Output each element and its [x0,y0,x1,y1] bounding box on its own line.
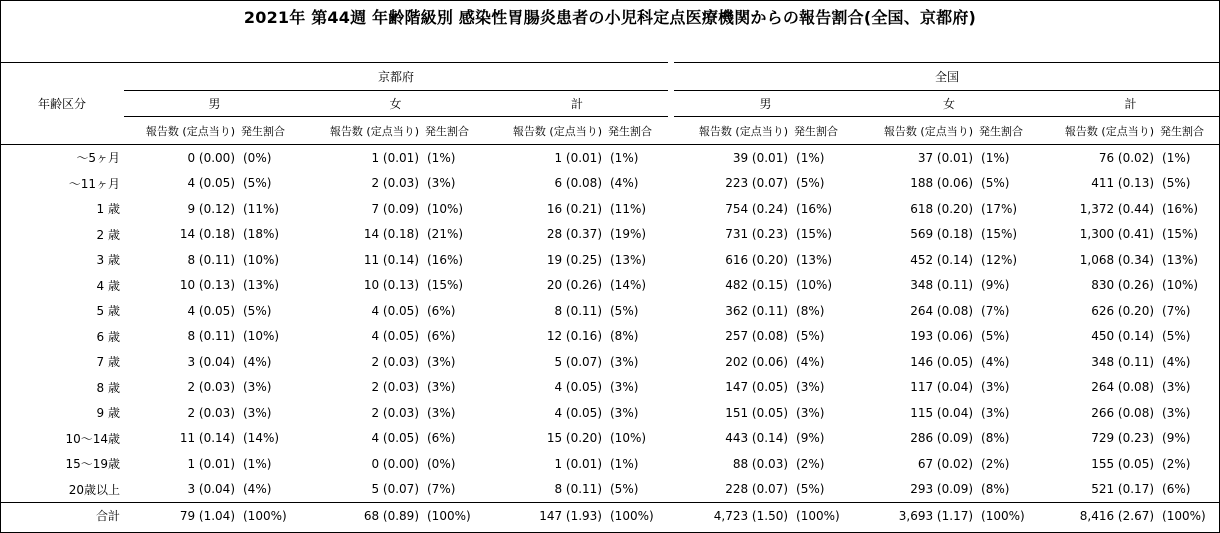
pct-cell: (13%) [796,252,833,267]
pct-cell: (11%) [243,201,280,216]
count-cell: 117 (0.04) [910,380,974,395]
count-cell: 293 (0.09) [910,482,974,497]
count-cell: 37 (0.01) [917,150,974,165]
count-cell: 2 (0.03) [187,405,235,420]
count-cell: 3 (0.04) [187,354,235,369]
count-cell: 8 (0.11) [187,252,235,267]
count-cell: 8,416 (2.67) [1041,503,1158,529]
pct-cell: (13%) [610,252,647,267]
count-cell: 79 (1.04) [124,503,239,529]
count-cell: 193 (0.06) [910,329,974,344]
sex-header-national-female: 女 [943,97,956,111]
pct-cell: (12%) [981,252,1018,267]
region-header-kyoto: 京都府 [124,63,668,91]
pct-cell: (1%) [796,150,825,165]
count-cell: 4 (0.05) [371,303,419,318]
pct-cell: (100%) [423,503,486,529]
pct-cell: (10%) [427,201,464,216]
table-row [0,247,1220,273]
count-cell: 146 (0.05) [910,354,974,369]
count-cell: 286 (0.09) [910,431,974,446]
pct-cell: (3%) [610,405,639,420]
report-table [0,62,1220,528]
count-cell: 4 (0.05) [371,329,419,344]
age-column-header: 年齢区分 [0,63,124,145]
count-header: 報告数 (定点当り) [486,117,606,145]
pct-cell: (5%) [1162,329,1191,344]
pct-header: 発生割合 [1158,117,1220,145]
pct-cell: (14%) [243,431,280,446]
count-cell: 155 (0.05) [1091,456,1155,471]
count-cell: 28 (0.37) [546,227,602,242]
count-cell: 4 (0.05) [371,431,419,446]
pct-cell: (3%) [610,354,639,369]
table-row [0,426,1220,452]
count-cell: 14 (0.18) [179,227,235,242]
count-cell: 4 (0.05) [187,176,235,191]
age-cell: 10～14歳 [65,431,120,446]
sex-header-kyoto-total: 計 [571,97,584,111]
pct-cell: (0%) [243,150,272,165]
age-cell: 3 歳 [96,253,120,268]
age-cell: 6 歳 [96,329,120,344]
count-cell: 202 (0.06) [725,354,789,369]
count-cell: 68 (0.89) [305,503,423,529]
pct-cell: (5%) [981,329,1010,344]
page-title: 2021年 第44週 年齢階級別 感染性胃腸炎患者の小児科定点医療機関からの報告割合(全国、京都府) [243,8,977,27]
count-cell: 76 (0.02) [1098,150,1155,165]
pct-cell: (100%) [1158,503,1220,529]
pct-cell: (1%) [243,456,272,471]
count-cell: 618 (0.20) [910,201,974,216]
pct-cell: (1%) [610,150,639,165]
count-cell: 362 (0.11) [725,303,789,318]
pct-cell: (3%) [981,380,1010,395]
count-cell: 754 (0.24) [725,201,789,216]
count-header: 報告数 (定点当り) [124,117,239,145]
pct-cell: (5%) [243,303,272,318]
pct-cell: (9%) [981,278,1010,293]
pct-cell: (100%) [977,503,1041,529]
pct-cell: (1%) [1162,150,1191,165]
pct-header: 発生割合 [977,117,1041,145]
count-cell: 14 (0.18) [363,227,419,242]
pct-cell: (16%) [1162,201,1199,216]
pct-cell: (7%) [427,482,456,497]
table-row [0,298,1220,324]
pct-cell: (15%) [1162,227,1199,242]
count-cell: 5 (0.07) [554,354,602,369]
pct-cell: (3%) [427,176,456,191]
total-row [0,503,1220,529]
age-cell: 7 歳 [96,355,120,370]
pct-cell: (18%) [243,227,280,242]
pct-cell: (21%) [427,227,464,242]
count-cell: 8 (0.11) [554,303,602,318]
count-cell: 1,300 (0.41) [1079,227,1155,242]
count-cell: 1,372 (0.44) [1079,201,1155,216]
pct-cell: (5%) [981,176,1010,191]
pct-cell: (15%) [981,227,1018,242]
pct-cell: (1%) [427,150,456,165]
pct-cell: (9%) [1162,431,1191,446]
pct-header: 発生割合 [792,117,857,145]
count-cell: 411 (0.13) [1091,176,1155,191]
count-cell: 1 (0.01) [371,150,419,165]
age-cell: 5 歳 [96,304,120,319]
sex-header-kyoto-male: 男 [208,97,221,111]
count-cell: 67 (0.02) [917,456,974,471]
count-cell: 2 (0.03) [371,380,419,395]
count-cell: 39 (0.01) [732,150,789,165]
pct-cell: (100%) [239,503,305,529]
pct-cell: (3%) [427,405,456,420]
count-cell: 1 (0.01) [554,456,602,471]
pct-cell: (5%) [796,482,825,497]
count-cell: 626 (0.20) [1091,303,1155,318]
pct-cell: (3%) [427,354,456,369]
table-row [0,273,1220,299]
age-cell: 20歳以上 [68,482,120,497]
table-row [0,222,1220,248]
pct-cell: (5%) [796,329,825,344]
count-cell: 264 (0.08) [1091,380,1155,395]
pct-cell: (15%) [796,227,833,242]
pct-cell: (5%) [243,176,272,191]
pct-cell: (4%) [796,354,825,369]
pct-cell: (8%) [981,482,1010,497]
count-cell: 1 (0.01) [187,456,235,471]
age-cell: ～11ヶ月 [68,176,120,191]
count-cell: 5 (0.07) [371,482,419,497]
count-cell: 731 (0.23) [725,227,789,242]
pct-cell: (5%) [610,482,639,497]
count-cell: 616 (0.20) [725,252,789,267]
pct-cell: (8%) [796,303,825,318]
count-cell: 10 (0.13) [179,278,235,293]
pct-cell: (10%) [243,252,280,267]
pct-cell: (15%) [427,278,464,293]
count-cell: 147 (0.05) [725,380,789,395]
pct-cell: (16%) [796,201,833,216]
count-cell: 7 (0.09) [371,201,419,216]
age-cell: 8 歳 [96,380,120,395]
count-cell: 88 (0.03) [732,456,789,471]
sex-header-national-male: 男 [759,97,772,111]
pct-cell: (0%) [427,456,456,471]
pct-cell: (4%) [1162,354,1191,369]
count-cell: 19 (0.25) [546,252,602,267]
count-cell: 0 (0.00) [187,150,235,165]
count-header: 報告数 (定点当り) [1041,117,1158,145]
pct-cell: (2%) [981,456,1010,471]
age-cell: 9 歳 [96,406,120,421]
pct-cell: (3%) [1162,380,1191,395]
count-cell: 228 (0.07) [725,482,789,497]
count-cell: 16 (0.21) [546,201,602,216]
count-cell: 3,693 (1.17) [857,503,977,529]
count-cell: 830 (0.26) [1091,278,1155,293]
count-cell: 6 (0.08) [554,176,602,191]
pct-cell: (4%) [243,354,272,369]
pct-cell: (6%) [1162,482,1191,497]
pct-cell: (10%) [610,431,647,446]
pct-cell: (1%) [981,150,1010,165]
pct-cell: (6%) [427,329,456,344]
count-cell: 729 (0.23) [1091,431,1155,446]
count-cell: 1 (0.01) [554,150,602,165]
pct-cell: (11%) [610,201,647,216]
pct-cell: (16%) [427,252,464,267]
count-cell: 443 (0.14) [725,431,789,446]
pct-cell: (13%) [1162,252,1199,267]
count-cell: 11 (0.14) [179,431,235,446]
pct-cell: (5%) [610,303,639,318]
table-body [0,145,1220,529]
pct-cell: (3%) [427,380,456,395]
count-cell: 10 (0.13) [363,278,419,293]
age-cell: 4 歳 [96,278,120,293]
count-cell: 348 (0.11) [1091,354,1155,369]
age-cell: 2 歳 [96,227,120,242]
count-header: 報告数 (定点当り) [305,117,423,145]
pct-cell: (3%) [1162,405,1191,420]
sex-header-kyoto-female: 女 [389,97,402,111]
count-cell: 3 (0.04) [187,482,235,497]
pct-cell: (13%) [243,278,280,293]
pct-cell: (3%) [981,405,1010,420]
pct-cell: (7%) [981,303,1010,318]
count-cell: 20 (0.26) [546,278,602,293]
count-cell: 11 (0.14) [363,252,419,267]
table-row [0,477,1220,503]
count-cell: 8 (0.11) [554,482,602,497]
pct-cell: (4%) [610,176,639,191]
count-cell: 257 (0.08) [725,329,789,344]
count-cell: 2 (0.03) [371,176,419,191]
pct-cell: (8%) [981,431,1010,446]
pct-cell: (3%) [243,405,272,420]
region-header-national: 全国 [674,63,1220,91]
count-header: 報告数 (定点当り) [674,117,792,145]
count-cell: 2 (0.03) [371,405,419,420]
count-cell: 223 (0.07) [725,176,789,191]
pct-cell: (10%) [243,329,280,344]
count-cell: 348 (0.11) [910,278,974,293]
pct-cell: (6%) [427,303,456,318]
pct-cell: (3%) [243,380,272,395]
count-cell: 482 (0.15) [725,278,789,293]
table-row [0,171,1220,197]
sex-header-national-total: 計 [1124,97,1137,111]
table-row [0,324,1220,350]
pct-header: 発生割合 [423,117,486,145]
pct-cell: (2%) [1162,456,1191,471]
pct-cell: (6%) [427,431,456,446]
count-cell: 266 (0.08) [1091,405,1155,420]
count-cell: 521 (0.17) [1091,482,1155,497]
pct-cell: (5%) [1162,176,1191,191]
table-row [0,349,1220,375]
count-cell: 450 (0.14) [1091,329,1155,344]
count-cell: 2 (0.03) [187,380,235,395]
total-label: 合計 [0,503,124,529]
pct-cell: (7%) [1162,303,1191,318]
table-row [0,145,1220,171]
pct-cell: (3%) [610,380,639,395]
table-row [0,451,1220,477]
age-cell: 1 歳 [96,202,120,217]
pct-header: 発生割合 [606,117,668,145]
pct-cell: (9%) [796,431,825,446]
count-cell: 264 (0.08) [910,303,974,318]
table-row [0,196,1220,222]
pct-cell: (1%) [610,456,639,471]
count-cell: 8 (0.11) [187,329,235,344]
count-cell: 115 (0.04) [910,405,974,420]
count-cell: 12 (0.16) [546,329,602,344]
count-cell: 2 (0.03) [371,354,419,369]
count-cell: 151 (0.05) [725,405,789,420]
pct-header: 発生割合 [239,117,305,145]
pct-cell: (3%) [796,405,825,420]
pct-cell: (3%) [796,380,825,395]
pct-cell: (5%) [796,176,825,191]
count-cell: 452 (0.14) [910,252,974,267]
pct-cell: (2%) [796,456,825,471]
count-cell: 4 (0.05) [187,303,235,318]
pct-cell: (10%) [796,278,833,293]
count-header: 報告数 (定点当り) [857,117,977,145]
count-cell: 569 (0.18) [910,227,974,242]
count-cell: 4,723 (1.50) [674,503,792,529]
table-row [0,400,1220,426]
count-cell: 15 (0.20) [546,431,602,446]
count-cell: 9 (0.12) [187,201,235,216]
pct-cell: (19%) [610,227,647,242]
table-row [0,375,1220,401]
pct-cell: (4%) [981,354,1010,369]
pct-cell: (4%) [243,482,272,497]
pct-cell: (10%) [1162,278,1199,293]
age-cell: 15～19歳 [65,457,120,472]
pct-cell: (100%) [606,503,668,529]
age-cell: ～5ヶ月 [76,151,120,166]
count-cell: 147 (1.93) [486,503,606,529]
count-cell: 188 (0.06) [910,176,974,191]
count-cell: 0 (0.00) [371,456,419,471]
pct-cell: (100%) [792,503,857,529]
pct-cell: (14%) [610,278,647,293]
pct-cell: (8%) [610,329,639,344]
count-cell: 1,068 (0.34) [1079,252,1155,267]
pct-cell: (17%) [981,201,1018,216]
count-cell: 4 (0.05) [554,405,602,420]
count-cell: 4 (0.05) [554,380,602,395]
